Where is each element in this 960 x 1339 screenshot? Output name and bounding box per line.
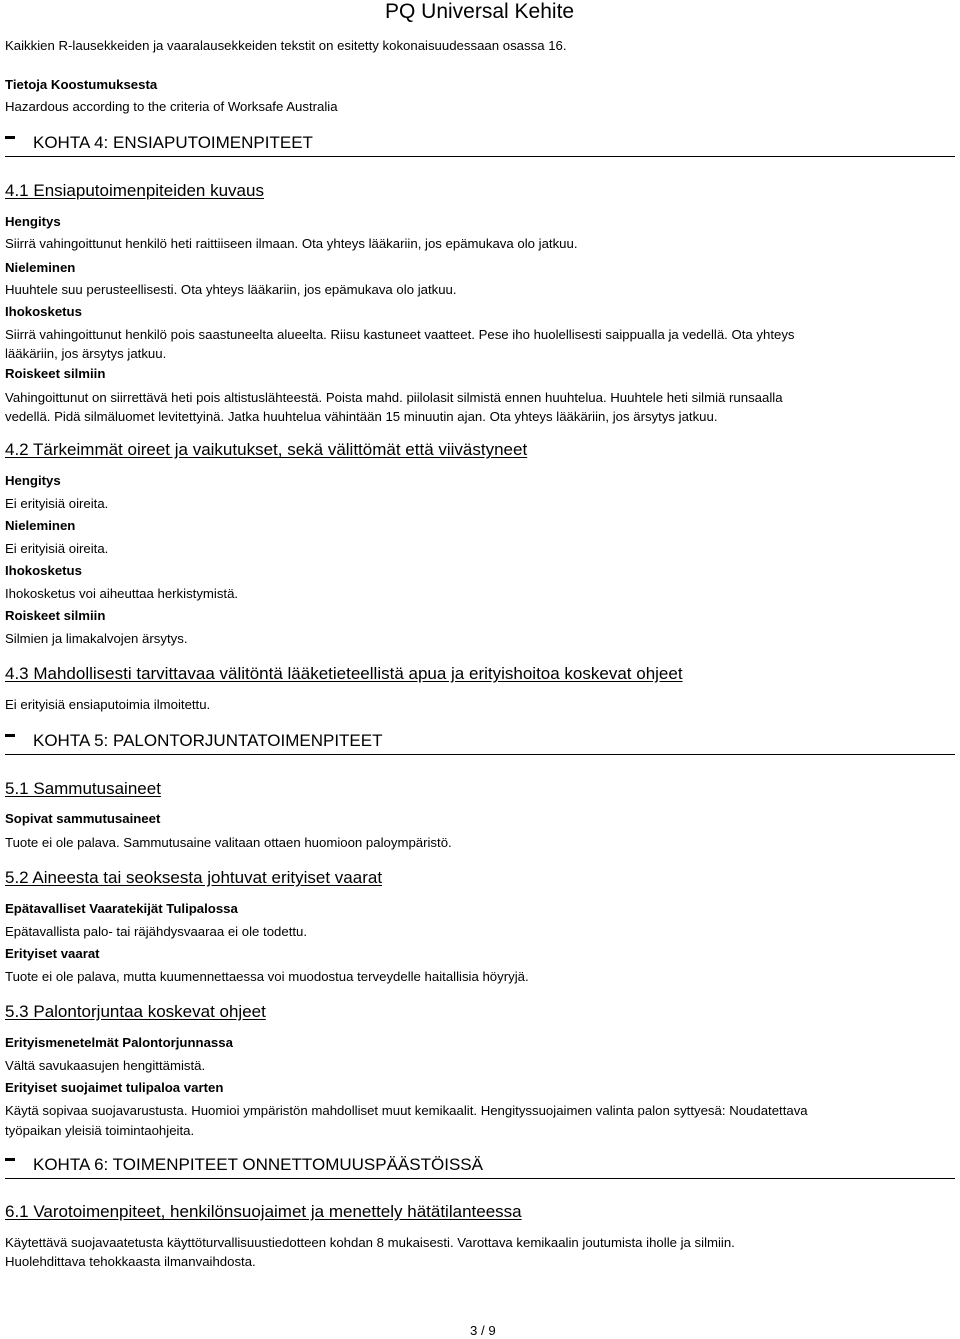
eye-contact-text-2: vedellä. Pidä silmäluomet levitettyinä. Jatka huuhtelua vähintään 15 minuutin ajan. Ota yhteys lääkäriin, jos ärsytys jatkuu. <box>5 409 718 424</box>
skin-contact-text: Ihokosketus voi aiheuttaa herkistymistä. <box>5 586 239 601</box>
specific-hazards-label: Erityiset vaarat <box>5 946 100 961</box>
section-5-title: KOHTA 5: PALONTORJUNTATOIMENPITEET <box>33 731 383 750</box>
page-number: 3 / 9 <box>470 1323 496 1338</box>
subsection-5-3-title: 5.3 Palontorjuntaa koskevat ohjeet <box>5 1002 266 1021</box>
subsection-6-1-title: 6.1 Varotoimenpiteet, henkilönsuojaimet ja menettely hätätilanteessa <box>5 1202 522 1221</box>
skin-contact-label: Ihokosketus <box>5 304 82 319</box>
section-divider <box>5 1178 955 1179</box>
section-marker <box>5 1158 15 1161</box>
section-divider <box>5 156 955 157</box>
section-divider <box>5 754 955 755</box>
personal-precautions-text-1: Käytettävä suojavaatetusta käyttöturvallisuustiedotteen kohdan 8 mukaisesti. Varottava kemikaalin joutumista iholle ja silmiin. <box>5 1235 735 1250</box>
subsection-4-1-title: 4.1 Ensiaputoimenpiteiden kuvaus <box>5 181 264 200</box>
subsection-4-2-title: 4.2 Tärkeimmät oireet ja vaikutukset, sekä välittömät että viivästyneet <box>5 440 528 459</box>
protective-equipment-text-2: työpaikan yleisiä toimintaohjeita. <box>5 1123 195 1138</box>
skin-contact-label: Ihokosketus <box>5 563 82 578</box>
section-6-header <box>5 1155 955 1175</box>
ingestion-text: Huuhtele suu perusteellisesti. Ota yhteys lääkariin, jos epämukava olo jatkuu. <box>5 282 457 297</box>
inhalation-text: Ei erityisiä oireita. <box>5 496 109 511</box>
section-5-header <box>5 731 955 751</box>
product-title: PQ Universal Kehite <box>385 0 575 23</box>
section-6-title: KOHTA 6: TOIMENPITEET ONNETTOMUUSPÄÄSTÖISSÄ <box>33 1155 483 1174</box>
special-firefighting-text: Vältä savukaasujen hengittämistä. <box>5 1058 206 1073</box>
extinguishing-media-label: Sopivat sammutusaineet <box>5 811 161 826</box>
skin-contact-text-2: lääkäriin, jos ärsytys jatkuu. <box>5 346 167 361</box>
ingestion-text: Ei erityisiä oireita. <box>5 541 109 556</box>
subsection-4-3-title: 4.3 Mahdollisesti tarvittavaa välitöntä lääketieteellistä apua ja erityishoitoa koskevat ohjeet <box>5 664 683 683</box>
ingestion-label: Nieleminen <box>5 260 76 275</box>
r-phrases-note: Kaikkien R-lausekkeiden ja vaaralausekkeiden tekstit on esitetty kokonaisuudessaan osassa 16. <box>5 38 567 53</box>
eye-contact-label: Roiskeet silmiin <box>5 608 106 623</box>
protective-equipment-label: Erityiset suojaimet tulipaloa varten <box>5 1080 224 1095</box>
inhalation-label: Hengitys <box>5 214 61 229</box>
inhalation-text: Siirrä vahingoittunut henkilö heti raittiiseen ilmaan. Ota yhteys lääkariin, jos epämukava olo jatkuu. <box>5 236 578 251</box>
specific-hazards-text: Tuote ei ole palava, mutta kuumennettaessa voi muodostua terveydelle haitallisia höyryjä. <box>5 969 529 984</box>
eye-contact-text: Silmien ja limakalvojen ärsytys. <box>5 631 188 646</box>
subsection-5-1-title: 5.1 Sammutusaineet <box>5 779 161 798</box>
section-4-header <box>5 133 955 153</box>
skin-contact-text-1: Siirrä vahingoittunut henkilö pois saastuneelta alueelta. Riisu kastuneet vaatteet. Pese iho huolellisesti saippualla ja vedellä. Ota yhteys <box>5 327 795 342</box>
protective-equipment-text-1: Käytä sopivaa suojavarustusta. Huomioi ympäristön mahdolliset muut kemikaalit. Hengityssuojaimen valinta palon syttyesä: Noudatettava <box>5 1103 808 1118</box>
section-4-title: KOHTA 4: ENSIAPUTOIMENPITEET <box>33 133 313 152</box>
section-marker <box>5 136 15 139</box>
subsection-5-2-title: 5.2 Aineesta tai seoksesta johtuvat erityiset vaarat <box>5 868 383 887</box>
composition-text: Hazardous according to the criteria of Worksafe Australia <box>5 99 338 114</box>
unusual-fire-hazards-label: Epätavalliset Vaaratekijät Tulipalossa <box>5 901 238 916</box>
inhalation-label: Hengitys <box>5 473 61 488</box>
eye-contact-label: Roiskeet silmiin <box>5 366 106 381</box>
medical-attention-text: Ei erityisiä ensiaputoimia ilmoitettu. <box>5 697 211 712</box>
eye-contact-text-1: Vahingoittunut on siirrettävä heti pois altistuslähteestä. Poista mahd. piilolasit silmistä ennen huuhtelua. Huuhtele heti silmiä runsaalla <box>5 390 783 405</box>
unusual-fire-hazards-text: Epätavallista palo- tai räjähdysvaaraa ei ole todettu. <box>5 924 308 939</box>
section-marker <box>5 734 15 737</box>
personal-precautions-text-2: Huolehdittava tehokkaasta ilmanvaihdosta. <box>5 1254 256 1269</box>
extinguishing-media-text: Tuote ei ole palava. Sammutusaine valitaan ottaen huomioon paloympäristö. <box>5 835 452 850</box>
ingestion-label: Nieleminen <box>5 518 76 533</box>
special-firefighting-label: Erityismenetelmät Palontorjunnassa <box>5 1035 233 1050</box>
composition-heading: Tietoja Koostumuksesta <box>5 77 158 92</box>
